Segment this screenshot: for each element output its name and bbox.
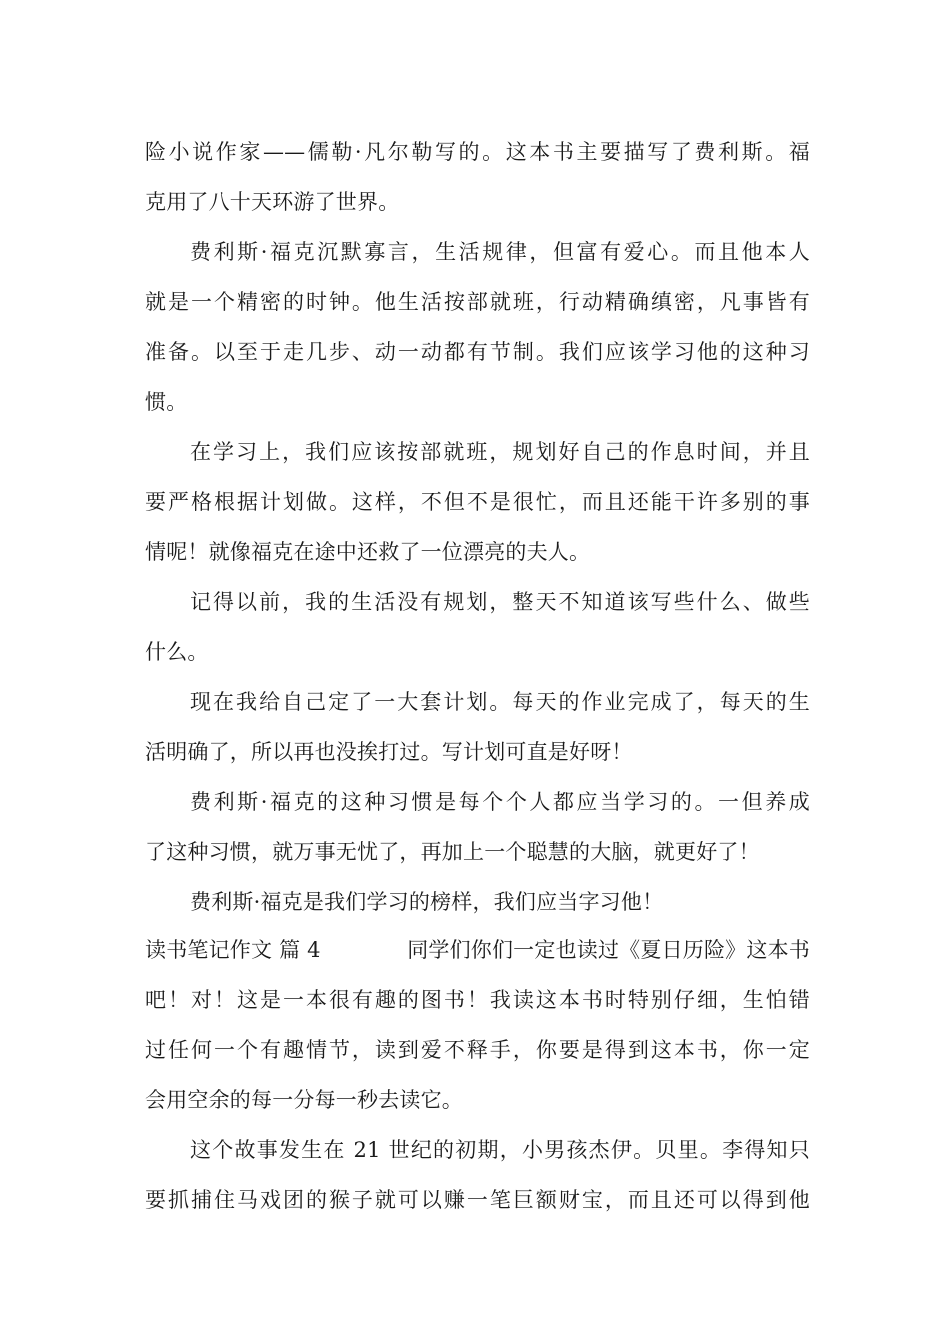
text-line: 克用了八十天环游了世界。 <box>145 190 400 214</box>
text-line: 吧！对！这是一本很有趣的图书！我读这本书时特别仔细，生怕错 <box>145 988 810 1012</box>
paragraph-start-line: 记得以前，我的生活没有规划，整天不知道该写些什么、做些 <box>190 590 810 614</box>
paragraph-start-line: 费利斯·福克沉默寡言，生活规律，但富有爱心。而且他本人 <box>190 240 810 264</box>
text-line: 同学们你们一定也读过《夏日历险》这本书 <box>407 938 810 962</box>
text-line: 过任何一个有趣情节，读到爱不释手，你要是得到这本书，你一定 <box>145 1038 810 1062</box>
text-line: 情呢！就像福克在途中还救了一位漂亮的夫人。 <box>145 540 591 564</box>
paragraph-start-line: 这个故事发生在 21 世纪的初期，小男孩杰伊。贝里。李得知只 <box>190 1138 810 1162</box>
paragraph-start-line: 费利斯·福克是我们学习的榜样，我们应当字习他！ <box>190 890 664 914</box>
text-line: 活明确了，所以再也没挨打过。写计划可直是好呀！ <box>145 740 633 764</box>
paragraph-start-line: 现在我给自己定了一大套计划。每天的作业完成了，每天的生 <box>190 690 810 714</box>
paragraph-start-line: 费利斯·福克的这种习惯是每个个人都应当学习的。一但养成 <box>190 790 810 814</box>
paragraph-start-line: 在学习上，我们应该按部就班，规划好自己的作息时间，并且 <box>190 440 810 464</box>
text-line: 要抓捕住马戏团的猴子就可以赚一笔巨额财宝，而且还可以得到他 <box>145 1188 810 1212</box>
text-line: 要严格根据计划做。这样，不但不是很忙，而且还能干许多别的事 <box>145 490 810 514</box>
text-line: 什么。 <box>145 640 209 664</box>
section-heading: 读书笔记作文 篇 4 <box>145 938 321 962</box>
text-line: 就是一个精密的时钟。他生活按部就班，行动精确缜密，凡事皆有 <box>145 290 810 314</box>
text-line: 惯。 <box>145 390 188 414</box>
text-line: 准备。以至于走几步、动一动都有节制。我们应该学习他的这种习 <box>145 340 810 364</box>
text-line: 会用空余的每一分每一秒去读它。 <box>145 1088 463 1112</box>
section-heading-row <box>145 935 810 965</box>
text-line: 了这种习惯，就万事无忧了，再加上一个聪慧的大脑，就更好了！ <box>145 840 760 864</box>
text-line: 险小说作家——儒勒·凡尔勒写的。这本书主要描写了费利斯。福 <box>145 140 810 164</box>
